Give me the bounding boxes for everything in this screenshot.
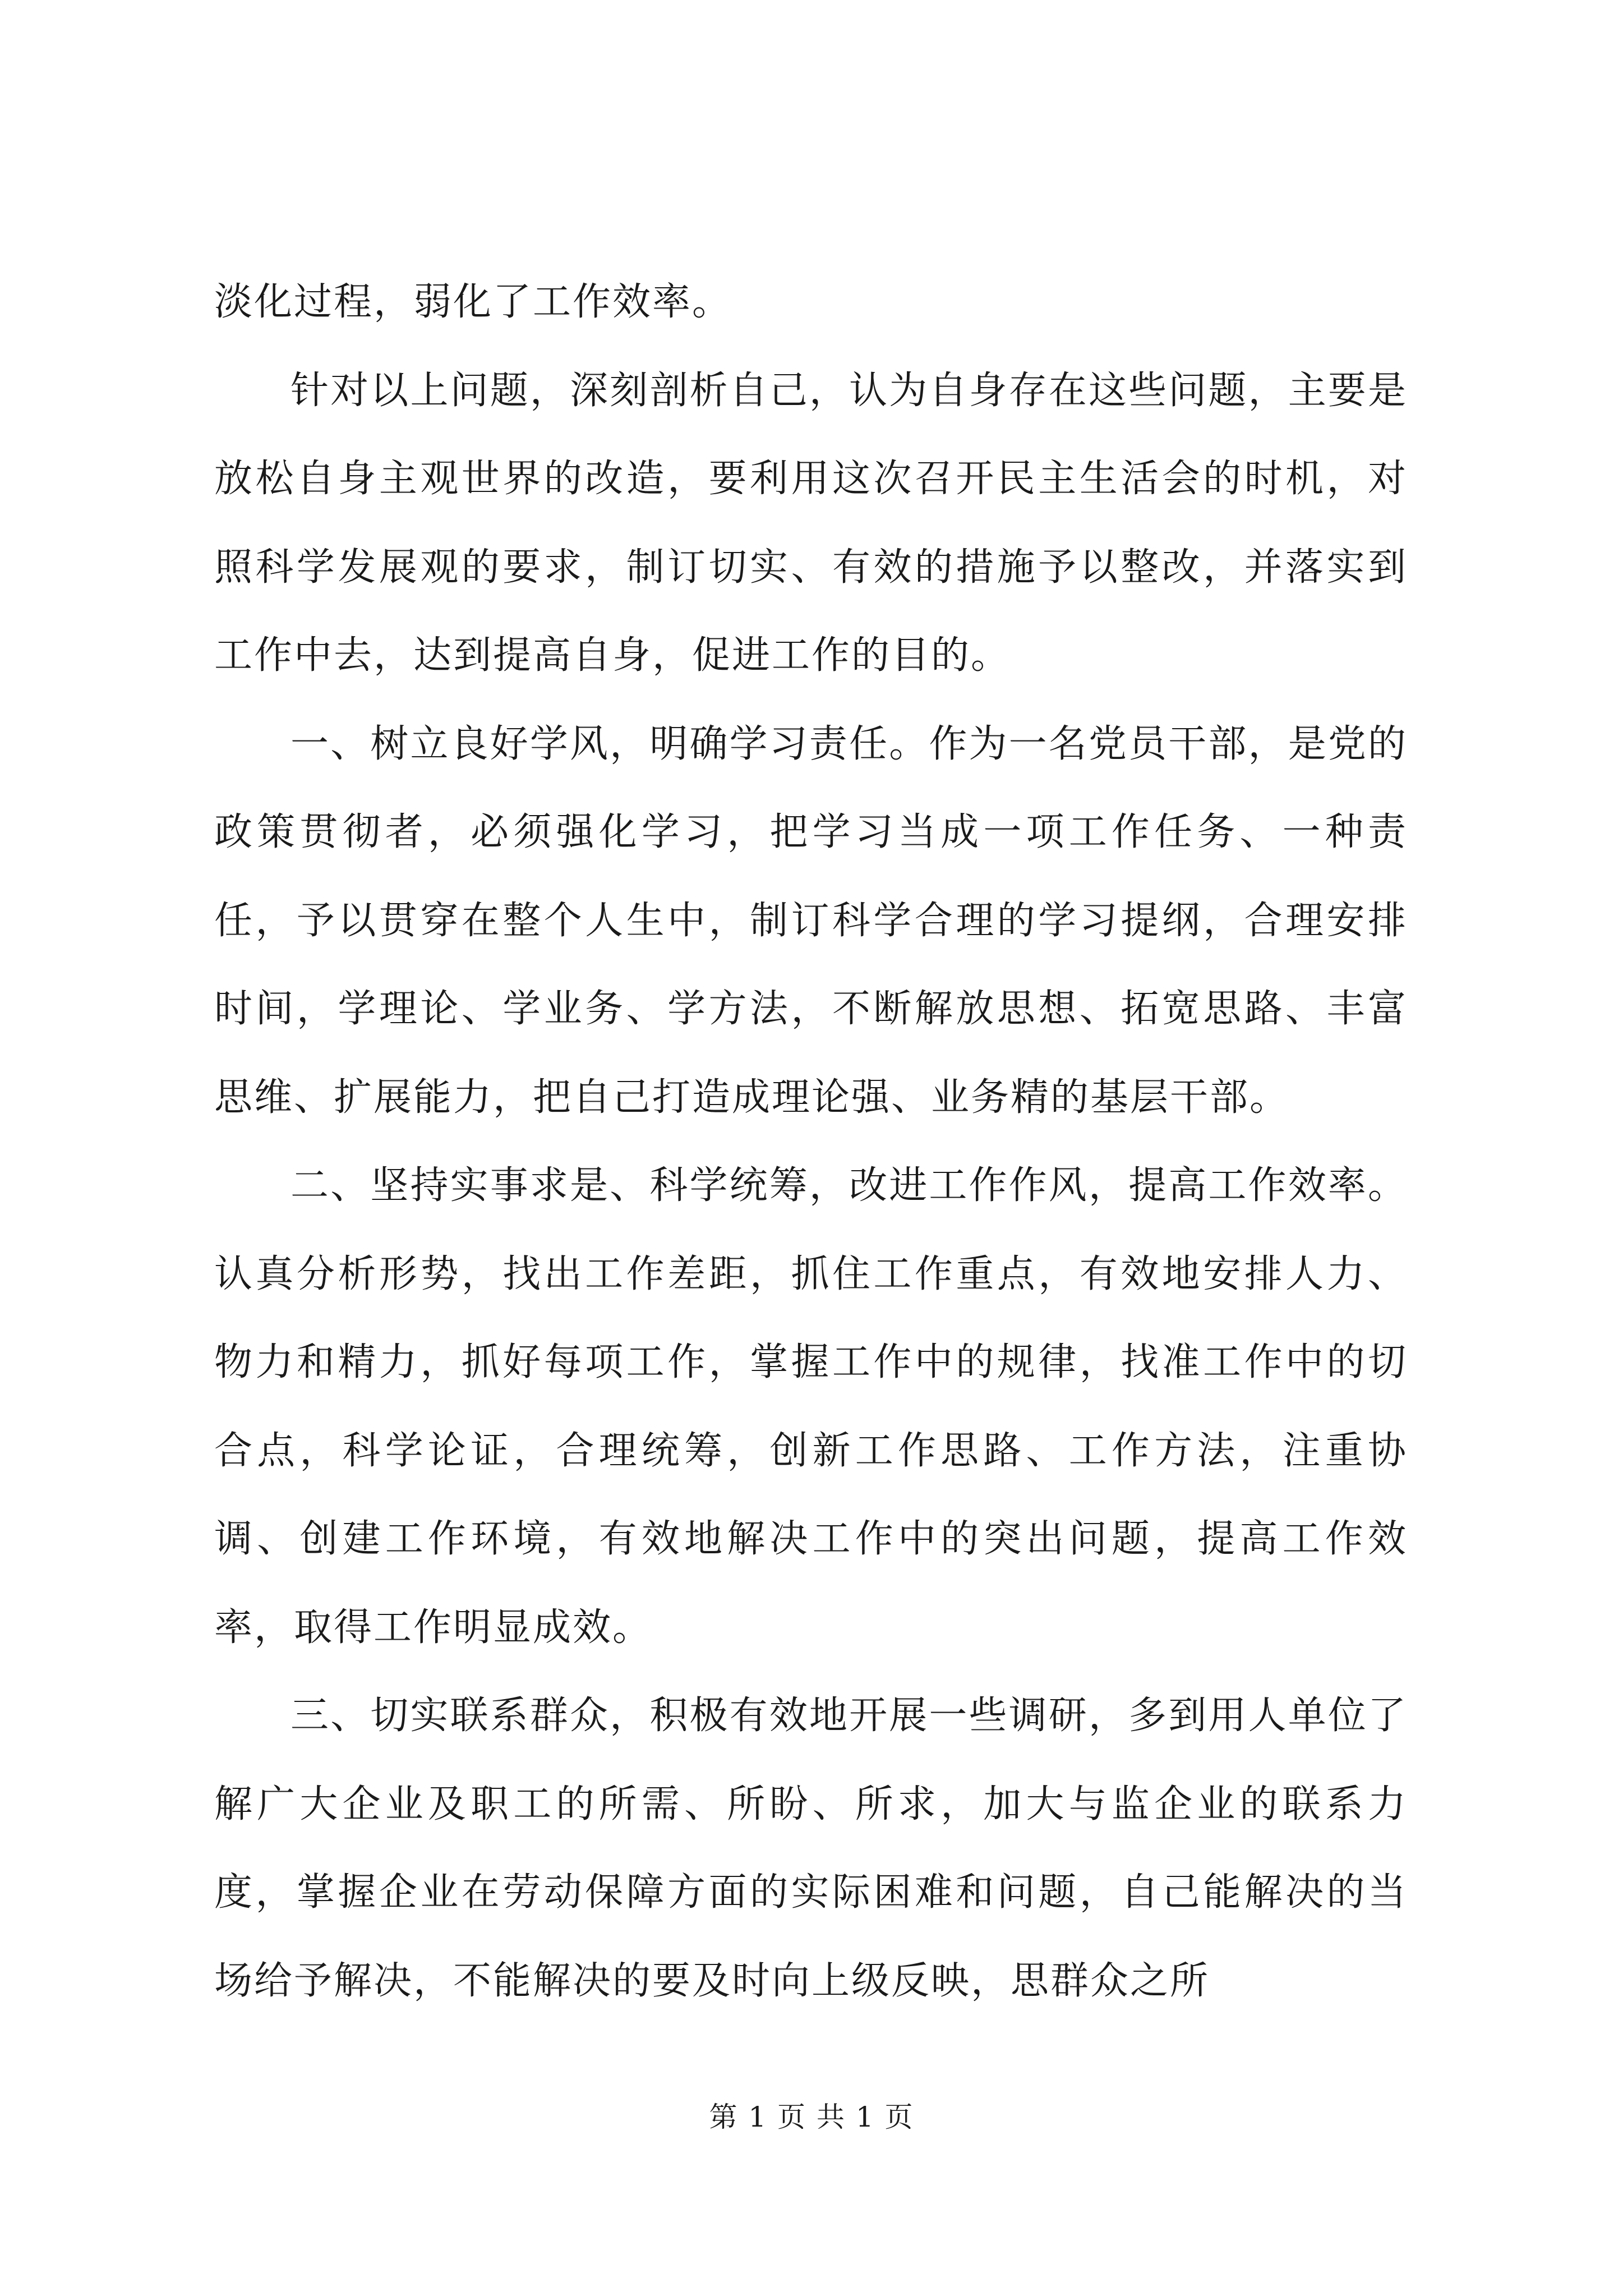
paragraph-continuation: 淡化过程，弱化了工作效率。 xyxy=(214,280,732,324)
paragraph-point-three: 三、切实联系群众，积极有效地开展一些调研，多到用人单位了解广大企业及职工的所需、所盼、所求，加大与监企业的联系力度，掌握企业在劳动保障方面的实际困难和问题，自己能解决的当场给予解决，不能解决的要及时向上级反映，思群众之所 xyxy=(214,1694,1408,2003)
paragraph-analysis: 针对以上问题，深刻剖析自己，认为自身存在这些问题，主要是放松自身主观世界的改造，要利用这次召开民主生活会的时机，对照科学发展观的要求，制订切实、有效的措施予以整改，并落实到工作中去，达到提高自身，促进工作的目的。 xyxy=(214,368,1408,678)
paragraph-point-two: 二、坚持实事求是、科学统筹，改进工作作风，提高工作效率。认真分析形势，找出工作差距，抓住工作重点，有效地安排人力、物力和精力，抓好每项工作，掌握工作中的规律，找准工作中的切合点，科学论证，合理统筹，创新工作思路、工作方法，注重协调、创建工作环境，有效地解决工作中的突出问题，提高工作效率，取得工作明显成效。 xyxy=(214,1163,1408,1650)
paragraph-point-one: 一、树立良好学风，明确学习责任。作为一名党员干部，是党的政策贯彻者，必须强化学习，把学习当成一项工作任务、一种责任，予以贯穿在整个人生中，制订科学合理的学习提纲，合理安排时间，学理论、学业务、学方法，不断解放思想、拓宽思路、丰富思维、扩展能力，把自己打造成理论强、业务精的基层干部。 xyxy=(214,721,1408,1120)
page-footer: 第 1 页 共 1 页 xyxy=(709,2101,914,2133)
document-body xyxy=(214,258,1408,2025)
